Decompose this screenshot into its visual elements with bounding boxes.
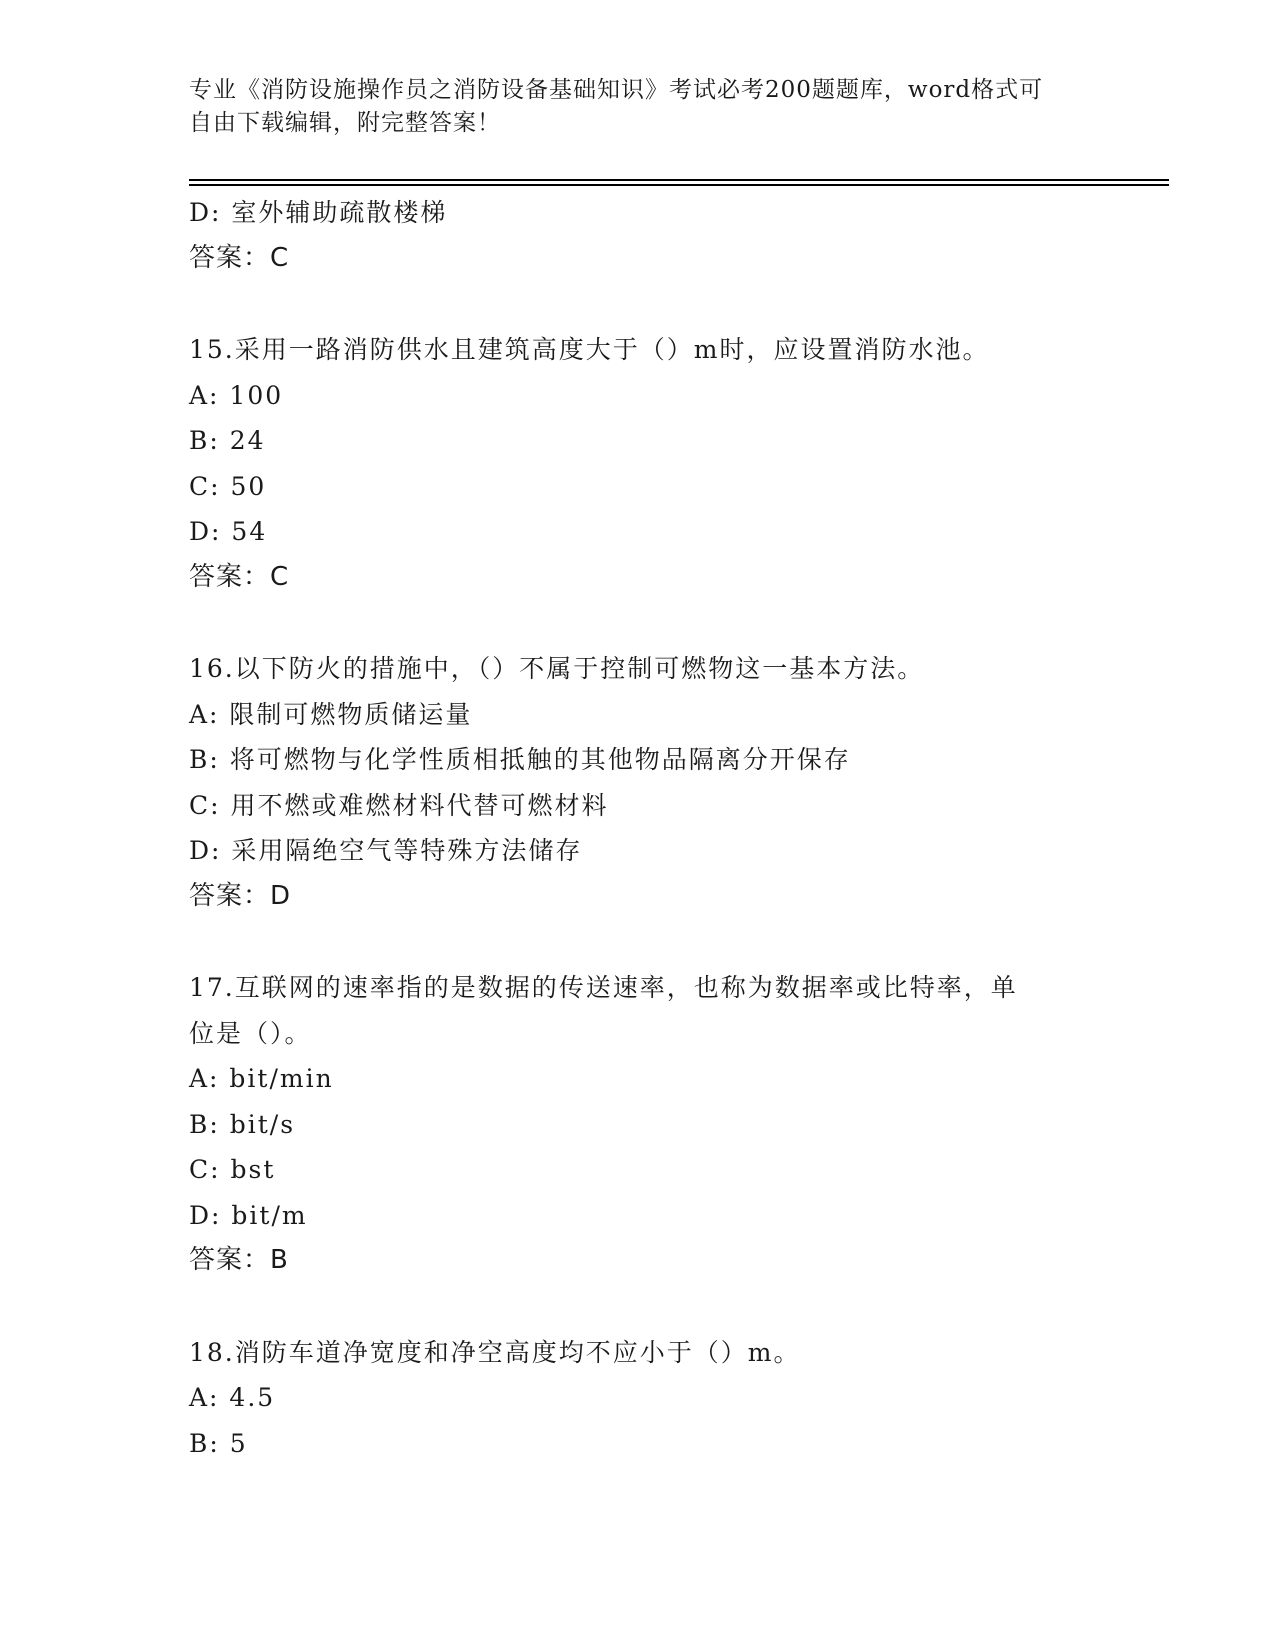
- header-line-1: 专业《消防设施操作员之消防设备基础知识》考试必考200题题库，word格式可: [189, 77, 1044, 103]
- question-17: [189, 965, 1129, 1284]
- option-d: D: 54: [189, 517, 268, 546]
- question-list: [189, 190, 1129, 1466]
- question-stem: [189, 965, 1089, 1056]
- question-15: [189, 327, 1129, 600]
- header-line-2: 自由下载编辑，附完整答案！: [189, 110, 501, 136]
- question-18: [189, 1330, 1129, 1467]
- question-stem-line: 15.采用一路消防供水且建筑高度大于（）m时，应设置消防水池。: [189, 335, 990, 364]
- option-b: B: 5: [189, 1428, 248, 1458]
- header-divider-top: [189, 179, 1169, 181]
- question-14-tail: [189, 190, 1129, 281]
- option-c: C: 50: [189, 471, 267, 501]
- question-stem: [189, 1330, 1089, 1376]
- answer: 答案：C: [189, 242, 290, 273]
- header-divider-bottom: [189, 184, 1169, 186]
- option-a: A: 100: [189, 380, 284, 410]
- question-stem: [189, 646, 1089, 692]
- question-stem-line: 位是（）。: [189, 1018, 312, 1048]
- question-stem-line: 17.互联网的速率指的是数据的传送速率，也称为数据率或比特率，单: [189, 973, 1018, 1002]
- option-d: D: bit/m: [189, 1200, 308, 1230]
- option-a: A: 4.5: [189, 1383, 276, 1412]
- option-c: C: bst: [189, 1155, 276, 1184]
- answer: 答案：B: [189, 1245, 289, 1275]
- option-a: A: 限制可燃物质储运量: [189, 699, 473, 729]
- option-b: B: 24: [189, 426, 266, 455]
- option-c: C: 用不燃或难燃材料代替可燃材料: [189, 790, 609, 820]
- question-stem-line: 18.消防车道净宽度和净空高度均不应小于（）m。: [189, 1337, 801, 1367]
- option-d: D: 室外辅助疏散楼梯: [189, 198, 448, 227]
- option-a: A: bit/min: [189, 1064, 334, 1093]
- answer: 答案：D: [189, 880, 292, 911]
- question-16: [189, 646, 1129, 919]
- question-stem: [189, 327, 1089, 373]
- question-stem-line: 16.以下防火的措施中，（）不属于控制可燃物这一基本方法。: [189, 654, 925, 683]
- option-b: B: 将可燃物与化学性质相抵触的其他物品隔离分开保存: [189, 745, 851, 774]
- page-header: [189, 74, 1089, 140]
- answer: 答案：C: [189, 561, 290, 592]
- option-b: B: bit/s: [189, 1109, 296, 1139]
- option-d: D: 采用隔绝空气等特殊方法储存: [189, 836, 583, 865]
